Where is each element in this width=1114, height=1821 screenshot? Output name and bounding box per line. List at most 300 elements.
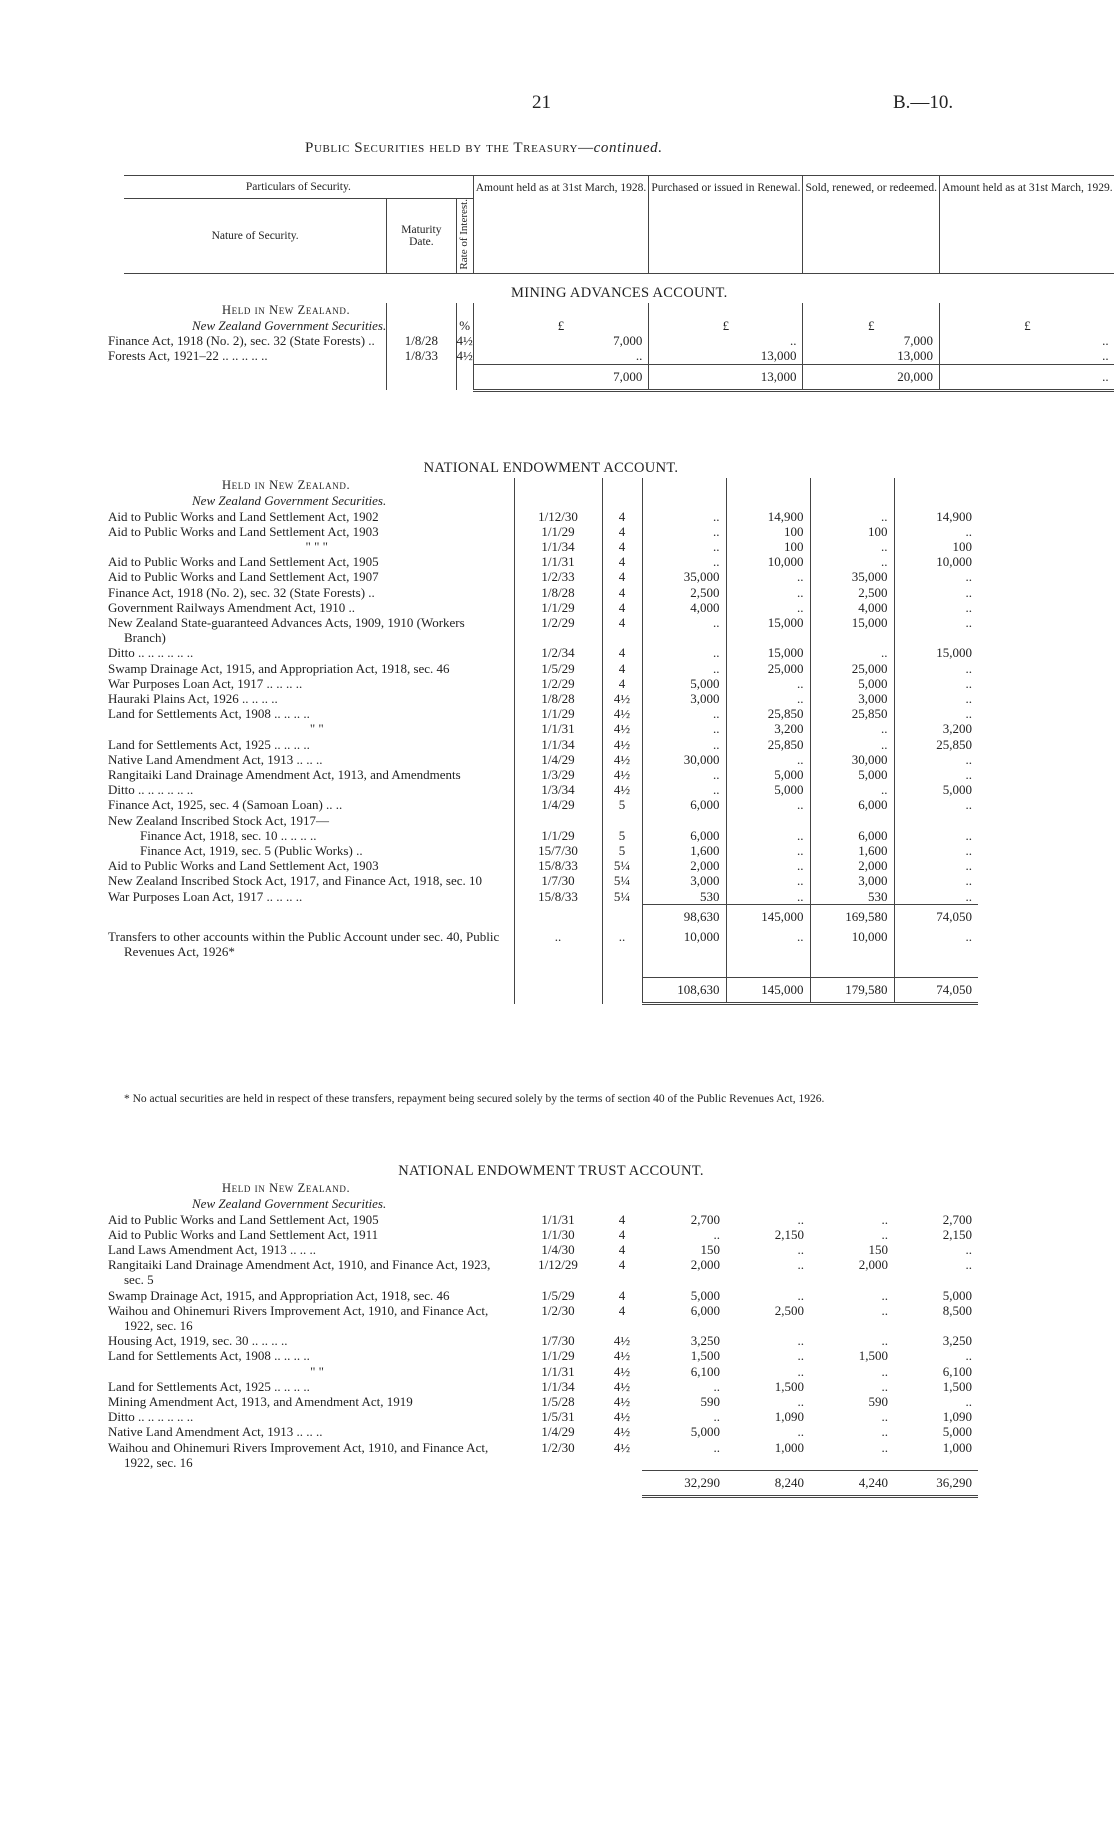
table-row [124, 1424, 978, 1439]
maturity-date: 1/8/28 [514, 585, 602, 600]
interest-rate: 4 [602, 509, 642, 524]
maturity-date: 1/2/29 [514, 676, 602, 691]
table-row [124, 721, 978, 736]
amount-held-1929: 1,000 [942, 1439, 972, 1455]
interest-rate [602, 813, 642, 828]
table-row [124, 691, 978, 706]
table-row [124, 873, 978, 888]
amount-held-1928: 4,000 [642, 600, 726, 615]
sold: 150 [868, 1242, 888, 1258]
interest-rate: 4½ [602, 767, 642, 782]
table-row [124, 1379, 978, 1394]
purchased: .. [726, 828, 810, 843]
sold: 100 [810, 524, 894, 539]
security-name: Rangitaiki Land Drainage Amendment Act, 1913, and Amendments [108, 767, 461, 783]
col-nature: Nature of Security. [124, 199, 387, 274]
amount-held-1928: 5,000 [690, 1287, 720, 1303]
security-name: " " [309, 721, 324, 737]
nzgs-label: New Zealand Government Securities. [192, 1196, 387, 1212]
amount-held-1928: .. [642, 539, 726, 554]
security-name: Land for Settlements Act, 1908 .. .. .. .. [108, 1348, 310, 1364]
transfers-label: Transfers to other accounts within the Public Account under sec. 40, Public Revenues Act, 1926* [108, 929, 500, 960]
purchased: .. [726, 843, 810, 858]
purchased: 1,500 [774, 1378, 804, 1394]
maturity-date: 1/1/29 [541, 1348, 575, 1364]
interest-rate: 4½ [613, 1333, 631, 1349]
nzgs-label: New Zealand Government Securities. [192, 493, 387, 509]
total-cell: 36,290 [894, 1470, 978, 1496]
amount-held-1928: .. [642, 782, 726, 797]
amount-held-1929: .. [894, 797, 978, 812]
total-cell: 74,050 [894, 978, 978, 1004]
maturity-date: 1/5/29 [541, 1287, 575, 1303]
nzgs-label: New Zealand Government Securities. [192, 317, 387, 333]
table-row [124, 585, 978, 600]
security-name: Aid to Public Works and Land Settlement Act, 1903 [108, 523, 379, 539]
interest-rate: 4½ [613, 1409, 631, 1425]
maturity-date: 1/7/30 [514, 873, 602, 888]
table-row [124, 1242, 978, 1257]
sold: 6,000 [810, 828, 894, 843]
subtotal-cell: 145,000 [726, 904, 810, 929]
page-title-continued: continued. [593, 140, 663, 156]
amount-held-1929: 1,090 [942, 1409, 972, 1425]
document-reference: B.—10. [893, 92, 954, 113]
table-row [124, 1257, 978, 1287]
held-in-nz-label: Held in New Zealand. [222, 302, 351, 317]
table-row [124, 1288, 978, 1303]
amount-held-1929: .. [894, 585, 978, 600]
table-row [124, 737, 978, 752]
security-name: Waihou and Ohinemuri Rivers Improvement Act, 1910, and Finance Act, 1922, sec. 16 [108, 1439, 489, 1470]
purchased: 100 [726, 539, 810, 554]
purchased: .. [797, 1424, 804, 1440]
amount-held-1929: .. [894, 661, 978, 676]
purchased: 10,000 [726, 554, 810, 569]
purchased: .. [726, 752, 810, 767]
subtotal-cell: 98,630 [642, 904, 726, 929]
purchased: 2,150 [774, 1226, 804, 1242]
table-row [124, 828, 978, 843]
maturity-date: 15/8/33 [514, 889, 602, 905]
table-row [124, 706, 978, 721]
security-name: Swamp Drainage Act, 1915, and Appropriation Act, 1918, sec. 46 [108, 1287, 450, 1303]
maturity-date: 1/5/29 [514, 661, 602, 676]
purchased: .. [726, 858, 810, 873]
total-cell: 145,000 [726, 978, 810, 1004]
amount-held-1929: 10,000 [894, 554, 978, 569]
purchased: .. [797, 1348, 804, 1364]
page-number: 21 [532, 92, 551, 113]
amount-held-1929: 6,100 [942, 1363, 972, 1379]
amount-held-1929: .. [894, 752, 978, 767]
interest-rate: 4½ [456, 333, 473, 349]
sold: .. [881, 1363, 888, 1379]
interest-rate: 4½ [613, 1378, 631, 1394]
amount-held-1928: 5,000 [690, 1424, 720, 1440]
security-name: Swamp Drainage Act, 1915, and Appropriation Act, 1918, sec. 46 [108, 660, 450, 676]
sold: .. [810, 645, 894, 660]
amount-held-1929: 5,000 [894, 782, 978, 797]
amount-held-1929: .. [965, 1242, 972, 1258]
interest-rate: 4½ [602, 737, 642, 752]
total-cell: .. [940, 364, 1114, 390]
maturity-date: 1/8/33 [387, 348, 456, 364]
purchased: .. [726, 889, 810, 905]
transfers-cell: .. [602, 929, 642, 977]
security-name: Aid to Public Works and Land Settlement Act, 1905 [108, 554, 379, 570]
purchased: .. [726, 676, 810, 691]
amount-held-1929: 14,900 [894, 509, 978, 524]
interest-rate: 4½ [602, 721, 642, 736]
maturity-date: 1/5/28 [541, 1394, 575, 1410]
total-cell: 13,000 [649, 364, 803, 390]
purchased: 15,000 [726, 645, 810, 660]
amount-held-1929: .. [894, 889, 978, 905]
maturity-date: 1/1/29 [514, 828, 602, 843]
amount-held-1928: 7,000 [473, 333, 649, 348]
transfers-cell: .. [894, 929, 978, 977]
interest-rate: 4 [602, 524, 642, 539]
security-name: Aid to Public Works and Land Settlement Act, 1905 [108, 1211, 379, 1227]
amount-held-1928: 2,700 [690, 1211, 720, 1227]
interest-rate: 4 [602, 615, 642, 645]
unit-pound: £ [649, 318, 803, 333]
security-name: Ditto .. .. .. .. .. .. [108, 782, 194, 798]
interest-rate: 5 [602, 797, 642, 812]
amount-held-1928: 35,000 [642, 569, 726, 584]
security-name: Rangitaiki Land Drainage Amendment Act, 1910, and Finance Act, 1923, sec. 5 [108, 1257, 491, 1288]
security-name: Mining Amendment Act, 1913, and Amendment Act, 1919 [108, 1394, 413, 1410]
purchased: .. [726, 569, 810, 584]
sold: .. [810, 737, 894, 752]
col-sold: Sold, renewed, or redeemed. [803, 176, 940, 274]
sold: .. [881, 1333, 888, 1349]
maturity-date: 1/1/30 [541, 1226, 575, 1242]
col-rate: Rate of Interest. [456, 199, 473, 274]
maturity-date: 1/4/29 [541, 1424, 575, 1440]
amount-held-1929: .. [940, 333, 1114, 348]
security-name: Aid to Public Works and Land Settlement Act, 1902 [108, 508, 379, 524]
amount-held-1928: .. [642, 661, 726, 676]
security-name: Ditto .. .. .. .. .. .. [108, 645, 194, 661]
sold: .. [881, 1424, 888, 1440]
purchased: 25,850 [726, 706, 810, 721]
interest-rate: 4½ [613, 1424, 631, 1440]
purchased [726, 813, 810, 828]
sold: 2,000 [858, 1257, 888, 1273]
security-name: Finance Act, 1919, sec. 5 (Public Works) .. [140, 843, 363, 859]
table-row [124, 333, 1114, 348]
amount-held-1928: 3,250 [690, 1333, 720, 1349]
interest-rate: 4½ [613, 1394, 631, 1410]
amount-held-1929: .. [965, 1394, 972, 1410]
sold: 15,000 [810, 615, 894, 645]
purchased: 25,000 [726, 661, 810, 676]
amount-held-1928 [642, 813, 726, 828]
table-row [124, 767, 978, 782]
amount-held-1929: .. [894, 706, 978, 721]
table-row [124, 1227, 978, 1242]
national-endowment-trust-table [108, 1158, 978, 1498]
table-row [124, 813, 978, 828]
security-name: " " [310, 1363, 324, 1379]
amount-held-1929: 3,250 [942, 1333, 972, 1349]
maturity-date: 1/1/34 [514, 737, 602, 752]
amount-held-1929: 5,000 [942, 1424, 972, 1440]
purchased: 3,200 [726, 721, 810, 736]
unit-pound: £ [940, 318, 1114, 333]
amount-held-1929: 25,850 [894, 737, 978, 752]
total-cell: 108,630 [642, 978, 726, 1004]
maturity-date: 1/1/31 [541, 1363, 575, 1379]
maturity-date: 1/1/29 [514, 524, 602, 539]
interest-rate: 4½ [602, 782, 642, 797]
table-row [124, 843, 978, 858]
security-name: Aid to Public Works and Land Settlement Act, 1907 [108, 569, 379, 585]
maturity-date: 1/1/29 [514, 706, 602, 721]
amount-held-1929: 100 [894, 539, 978, 554]
maturity-date: 1/4/30 [541, 1242, 575, 1258]
maturity-date: 1/2/30 [541, 1302, 575, 1318]
purchased: .. [726, 691, 810, 706]
amount-held-1928: .. [642, 554, 726, 569]
sold: 5,000 [810, 767, 894, 782]
security-name: Finance Act, 1918 (No. 2), sec. 32 (State Forests) .. [108, 333, 375, 349]
table-row [124, 1440, 978, 1470]
purchased: .. [726, 873, 810, 888]
amount-held-1929: .. [894, 676, 978, 691]
unit-percent: % [456, 318, 473, 333]
amount-held-1928: 6,000 [642, 828, 726, 843]
amount-held-1929: .. [894, 691, 978, 706]
interest-rate: 4½ [602, 752, 642, 767]
amount-held-1928: .. [642, 767, 726, 782]
interest-rate: 4½ [613, 1363, 631, 1379]
maturity-date: 15/8/33 [514, 858, 602, 873]
national-endowment-table [108, 455, 978, 1005]
mining-advances-table [108, 175, 1114, 392]
purchased: .. [726, 797, 810, 812]
national-section-title: NATIONAL ENDOWMENT ACCOUNT. [423, 460, 679, 476]
purchased: 15,000 [726, 615, 810, 645]
amount-held-1929: .. [894, 828, 978, 843]
purchased: .. [649, 333, 803, 348]
sold: 3,000 [810, 691, 894, 706]
table-row [124, 661, 978, 676]
sold: 35,000 [810, 569, 894, 584]
amount-held-1929: 8,500 [942, 1302, 972, 1318]
amount-held-1928: 30,000 [642, 752, 726, 767]
table-row [124, 645, 978, 660]
transfers-cell: .. [726, 929, 810, 977]
sold: .. [810, 539, 894, 554]
table-row [124, 1212, 978, 1227]
interest-rate: 5¼ [602, 873, 642, 888]
transfers-cell: 10,000 [810, 929, 894, 977]
sold: .. [881, 1409, 888, 1425]
amount-held-1928: .. [713, 1378, 720, 1394]
interest-rate: 4½ [602, 706, 642, 721]
interest-rate: 4 [618, 1287, 626, 1303]
interest-rate: 4 [602, 676, 642, 691]
amount-held-1929: 5,000 [942, 1287, 972, 1303]
security-name: Land for Settlements Act, 1925 .. .. .. .. [108, 1378, 310, 1394]
purchased: 1,000 [774, 1439, 804, 1455]
purchased: .. [797, 1394, 804, 1410]
interest-rate: 4 [618, 1257, 626, 1273]
amount-held-1929: .. [894, 843, 978, 858]
amount-held-1928: 3,000 [642, 873, 726, 888]
security-name: War Purposes Loan Act, 1917 .. .. .. .. [108, 675, 303, 691]
sold: 5,000 [810, 676, 894, 691]
amount-held-1928: .. [642, 524, 726, 539]
purchased: .. [797, 1333, 804, 1349]
interest-rate: 4½ [456, 348, 473, 364]
sold: 25,850 [810, 706, 894, 721]
purchased: 13,000 [649, 348, 803, 364]
held-in-nz-label: Held in New Zealand. [222, 1181, 351, 1196]
maturity-date: 1/3/34 [514, 782, 602, 797]
mining-section-title: MINING ADVANCES ACCOUNT. [511, 284, 728, 301]
sold: 4,000 [810, 600, 894, 615]
total-cell: 20,000 [803, 364, 940, 390]
interest-rate: 5 [602, 828, 642, 843]
security-name: Land for Settlements Act, 1908 .. .. .. .. [108, 706, 310, 722]
col-held-1929: Amount held as at 31st March, 1929. [940, 176, 1114, 274]
interest-rate: 4 [602, 585, 642, 600]
sold: 3,000 [810, 873, 894, 888]
security-name: Government Railways Amendment Act, 1910 .. [108, 599, 355, 615]
maturity-date: 1/2/30 [541, 1439, 575, 1455]
table-row [124, 554, 978, 569]
amount-held-1928: 1,600 [642, 843, 726, 858]
amount-held-1929: 2,150 [942, 1226, 972, 1242]
interest-rate: 5¼ [602, 858, 642, 873]
amount-held-1929: .. [894, 767, 978, 782]
security-name: Finance Act, 1925, sec. 4 (Samoan Loan) .. .. [108, 797, 343, 813]
trust-section-title: NATIONAL ENDOWMENT TRUST ACCOUNT. [398, 1163, 704, 1179]
table-row [124, 569, 978, 584]
amount-held-1928: .. [642, 645, 726, 660]
transfers-cell: .. [514, 929, 602, 977]
amount-held-1929: .. [940, 348, 1114, 364]
purchased: .. [797, 1257, 804, 1273]
sold: 1,500 [858, 1348, 888, 1364]
amount-held-1929 [894, 813, 978, 828]
security-name: Ditto .. .. .. .. .. .. [108, 1409, 194, 1425]
total-cell: 7,000 [473, 364, 649, 390]
amount-held-1928: .. [642, 509, 726, 524]
footnote: * No actual securities are held in respect of these transfers, repayment being secured solely by the terms of section 40 of the Public Revenues Act, 1926. [124, 1093, 825, 1105]
security-name: Hauraki Plains Act, 1926 .. .. .. .. [108, 691, 278, 707]
purchased: .. [726, 600, 810, 615]
maturity-date: 1/8/28 [514, 691, 602, 706]
sold: 6,000 [810, 797, 894, 812]
amount-held-1929: .. [894, 524, 978, 539]
purchased: 5,000 [726, 767, 810, 782]
table-row [124, 600, 978, 615]
table-row [124, 797, 978, 812]
sold: .. [810, 554, 894, 569]
table-row [124, 782, 978, 797]
page-title [305, 140, 663, 157]
unit-pound: £ [803, 318, 940, 333]
amount-held-1928: .. [642, 737, 726, 752]
maturity-date: 1/1/31 [541, 1211, 575, 1227]
purchased: 25,850 [726, 737, 810, 752]
amount-held-1928: .. [642, 721, 726, 736]
maturity-date: 1/12/29 [538, 1257, 578, 1273]
table-row [124, 889, 978, 905]
interest-rate: 4 [602, 645, 642, 660]
sold: 7,000 [803, 333, 940, 348]
security-name: War Purposes Loan Act, 1917 .. .. .. .. [108, 888, 303, 904]
sold: 30,000 [810, 752, 894, 767]
subtotal-cell: 169,580 [810, 904, 894, 929]
sold: .. [881, 1378, 888, 1394]
maturity-date: 1/7/30 [541, 1333, 575, 1349]
interest-rate: 5¼ [602, 889, 642, 905]
amount-held-1928: .. [642, 615, 726, 645]
interest-rate: 4½ [602, 691, 642, 706]
maturity-date: 1/1/34 [541, 1378, 575, 1394]
sold: 25,000 [810, 661, 894, 676]
amount-held-1929: .. [894, 873, 978, 888]
maturity-date: 1/2/29 [514, 615, 602, 645]
security-name: Finance Act, 1918, sec. 10 .. .. .. .. [140, 827, 317, 843]
total-cell: 8,240 [726, 1470, 810, 1496]
maturity-date: 15/7/30 [514, 843, 602, 858]
total-cell: 32,290 [642, 1470, 726, 1496]
sold: 2,000 [810, 858, 894, 873]
page-title-main: Public Securities held by the Treasury— [305, 140, 594, 156]
maturity-date: 1/4/29 [514, 752, 602, 767]
col-purchased: Purchased or issued in Renewal. [649, 176, 803, 274]
interest-rate: 4 [602, 569, 642, 584]
maturity-date: 1/5/31 [541, 1409, 575, 1425]
sold: 13,000 [803, 348, 940, 364]
amount-held-1929: .. [894, 569, 978, 584]
purchased: .. [726, 585, 810, 600]
maturity-date [514, 813, 602, 828]
security-name: Aid to Public Works and Land Settlement Act, 1911 [108, 1226, 379, 1242]
amount-held-1929: .. [894, 600, 978, 615]
interest-rate: 4 [618, 1302, 626, 1318]
interest-rate: 5 [602, 843, 642, 858]
table-row [124, 348, 1114, 364]
security-name: New Zealand Inscribed Stock Act, 1917— [108, 812, 329, 828]
security-name: Finance Act, 1918 (No. 2), sec. 32 (State Forests) .. [108, 584, 375, 600]
table-row [124, 1348, 978, 1363]
subtotal-cell: 74,050 [894, 904, 978, 929]
interest-rate: 4 [602, 554, 642, 569]
amount-held-1929: 1,500 [942, 1378, 972, 1394]
amount-held-1928: 1,500 [690, 1348, 720, 1364]
purchased: .. [797, 1242, 804, 1258]
interest-rate: 4 [618, 1211, 626, 1227]
security-name: Native Land Amendment Act, 1913 .. .. .. [108, 1424, 323, 1440]
interest-rate: 4 [618, 1226, 626, 1242]
amount-held-1928: 590 [700, 1394, 720, 1410]
maturity-date: 1/2/34 [514, 645, 602, 660]
unit-pound: £ [473, 318, 649, 333]
transfers-cell: 10,000 [642, 929, 726, 977]
amount-held-1929: 2,700 [942, 1211, 972, 1227]
maturity-date: 1/3/29 [514, 767, 602, 782]
amount-held-1928: 6,000 [642, 797, 726, 812]
purchased: 2,500 [774, 1302, 804, 1318]
